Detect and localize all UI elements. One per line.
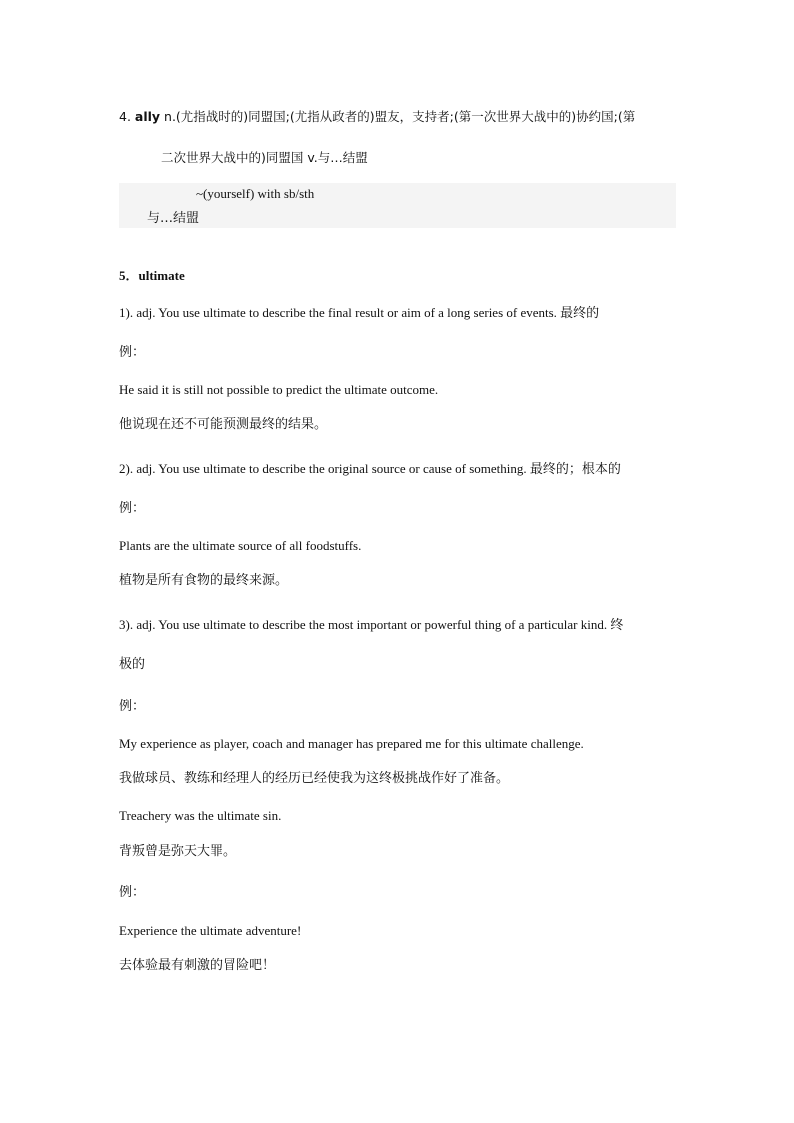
phrase-pattern: ~(yourself) with sb/sth bbox=[196, 186, 315, 201]
example4-chinese: 去体验最有刺激的冒险吧！ bbox=[119, 958, 276, 973]
sense3-definition-line1: 3). adj. You use ultimate to describe the most important or powerful thing of a particular kind. 终 bbox=[119, 617, 624, 632]
sense3-definition-line2: 极的 bbox=[119, 657, 146, 672]
example2-chinese: 植物是所有食物的最终来源。 bbox=[119, 573, 289, 588]
example1-chinese: 他说现在还不可能预测最终的结果。 bbox=[119, 417, 328, 432]
entry5-heading: 5．ultimate bbox=[119, 268, 185, 283]
example-label-4: 例： bbox=[119, 885, 146, 900]
sense1-definition: 1). adj. You use ultimate to describe the final result or aim of a long series of events. 最终的 bbox=[119, 305, 600, 320]
example4-english: Experience the ultimate adventure! bbox=[119, 923, 302, 938]
entry4-definition-line1 bbox=[119, 108, 635, 126]
example3b-english: Treachery was the ultimate sin. bbox=[119, 808, 282, 823]
entry4-number: 4. bbox=[119, 109, 135, 124]
phrase-meaning: 与…结盟 bbox=[147, 211, 200, 226]
entry4-headword: ally bbox=[134, 109, 161, 124]
example1-english: He said it is still not possible to predict the ultimate outcome. bbox=[119, 382, 439, 397]
example3a-english: My experience as player, coach and manager has prepared me for this ultimate challenge. bbox=[119, 736, 584, 751]
example-label-1: 例： bbox=[119, 345, 146, 360]
example3a-chinese: 我做球员、教练和经理人的经历已经使我为这终极挑战作好了准备。 bbox=[119, 771, 510, 786]
example3b-chinese: 背叛曾是弥天大罪。 bbox=[119, 844, 237, 859]
sense2-definition: 2). adj. You use ultimate to describe the original source or cause of something. 最终的；根本的 bbox=[119, 461, 621, 476]
example-label-2: 例： bbox=[119, 501, 146, 516]
entry4-definition-text: n.(尤指战时的)同盟国;(尤指从政者的)盟友，支持者;(第一次世界大战中的)协约国;(第 bbox=[160, 109, 636, 124]
example-label-3: 例： bbox=[119, 699, 146, 714]
example2-english: Plants are the ultimate source of all foodstuffs. bbox=[119, 538, 362, 553]
entry4-definition-line2: 二次世界大战中的)同盟国 v.与…结盟 bbox=[161, 150, 368, 165]
